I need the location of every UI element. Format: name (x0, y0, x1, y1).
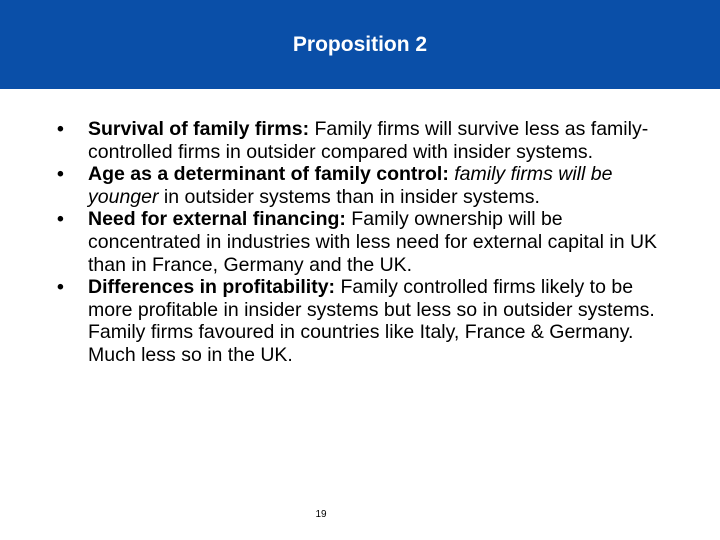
bullet-icon: • (57, 118, 64, 140)
bullet-text: Family firms will survive less as family-controlled firms in outsider compared with insider systems. (88, 118, 649, 163)
bullet-lead: Survival of family firms: (88, 118, 310, 140)
bullet-text: Family controlled firms likely to be more profitable in insider systems but less so in outsider systems. Family firms favoured in countries like Italy, France & Germany. Much less so in the UK. (88, 276, 655, 366)
bullet-lead: Age as a determinant of family control: (88, 163, 449, 186)
bullet-icon: • (57, 276, 64, 299)
slide-title: Proposition 2 (292, 32, 428, 56)
bullet-item-age (57, 163, 677, 208)
bullet-icon: • (57, 163, 64, 186)
bullet-lead: Need for external financing: (88, 208, 346, 231)
bullet-list (57, 118, 677, 367)
page-number: 19 (315, 509, 327, 520)
slide-header (0, 0, 720, 89)
bullet-lead: Differences in profitability: (88, 276, 336, 299)
bullet-item-survival (57, 118, 677, 163)
bullet-text: Family ownership will be concentrated in industries with less need for external capital in UK than in France, Germany and the UK. (88, 208, 658, 276)
bullet-item-profitability (57, 276, 677, 366)
bullet-text: in outsider systems than in insider systems. (158, 185, 540, 208)
bullet-item-financing (57, 208, 677, 276)
bullet-italic-text: family firms will be younger (88, 163, 613, 208)
bullet-icon: • (57, 208, 64, 231)
slide-body (57, 118, 677, 367)
